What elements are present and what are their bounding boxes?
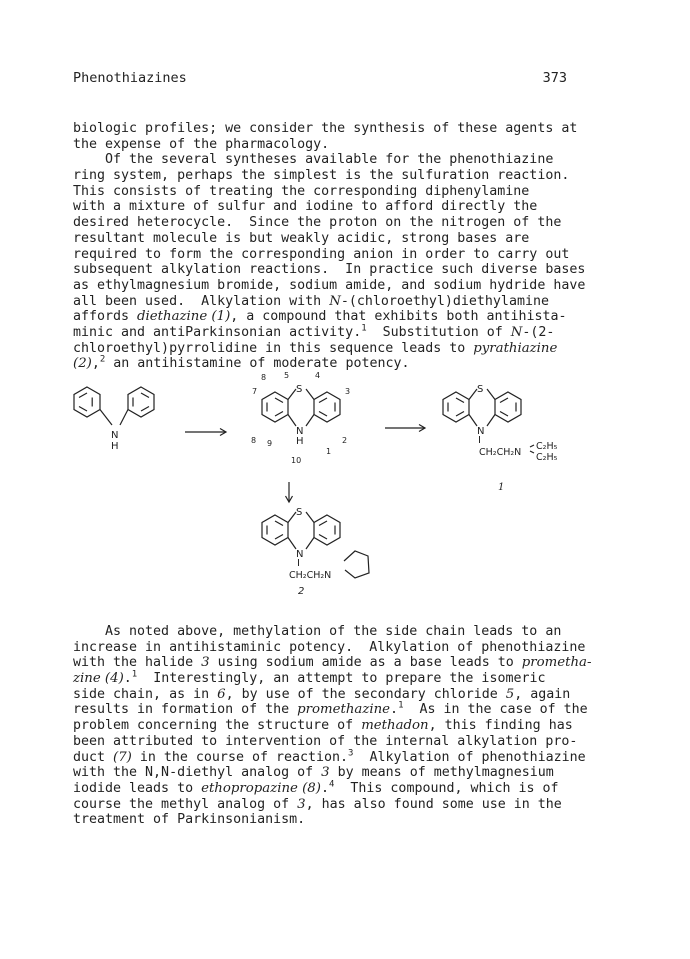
reference-superscript: 3: [348, 748, 354, 759]
italic-text: 6: [217, 686, 226, 702]
ring-number: 9: [267, 439, 273, 448]
text-line: [73, 215, 573, 231]
text-line: [73, 748, 586, 766]
italic-text: pyrathiazine: [473, 340, 558, 356]
text-line: [73, 781, 573, 797]
text-run: Substitution of: [366, 324, 511, 340]
ring-number: 2: [342, 436, 348, 445]
compound-2-bond-mark: I: [297, 558, 300, 569]
reference-superscript: 2: [99, 354, 106, 365]
italic-text: ethopropazine (8): [201, 780, 321, 796]
text-line: [73, 687, 573, 703]
text-run: As in the case of the: [403, 702, 588, 718]
italic-text: methadon: [361, 718, 429, 734]
ring-number: 8: [261, 373, 267, 382]
text-line: [73, 341, 573, 357]
text-run: all been used. Alkylation with: [73, 293, 330, 309]
diphenylamine-n-label: N: [111, 430, 119, 441]
text-line: [73, 718, 573, 734]
diphenylamine-structure: [74, 387, 154, 425]
text-run: , has also found some use in the: [305, 796, 562, 812]
text-run: the expense of the pharmacology.: [73, 136, 330, 152]
italic-text: 5: [505, 686, 515, 702]
ring-number: 8: [251, 436, 257, 445]
text-line: [73, 624, 573, 640]
text-run: desired heterocycle. Since the proton on the nitrogen of the: [73, 215, 562, 231]
ring-number: 4: [315, 371, 321, 380]
text-run: required to form the corresponding anion in order to carry out: [73, 246, 570, 262]
text-line: [73, 152, 573, 168]
text-line: [73, 247, 573, 263]
phenothiazine-h-label: H: [296, 436, 304, 447]
text-run: .: [123, 671, 132, 687]
text-line: [73, 655, 592, 671]
text-line: [73, 309, 573, 325]
text-run: using sodium amide as a base leads to: [209, 655, 522, 671]
text-run: .: [390, 702, 399, 718]
ring-number: 5: [284, 371, 290, 380]
ring-number: 3: [345, 387, 351, 396]
text-run: side chain, as in: [73, 686, 218, 702]
text-run: , a compound that exhibits both antihista-: [230, 309, 567, 325]
running-header-title: Phenothiazines: [73, 70, 187, 86]
text-run: This consists of treating the corresponding diphenylamine: [73, 183, 530, 199]
compound-2-pyrathiazine-structure: [262, 512, 369, 578]
text-run: increase in antihistaminic potency. Alkylation of phenothiazine: [73, 639, 586, 655]
text-line: [73, 671, 573, 687]
phenothiazine-n-label: N: [296, 426, 304, 437]
text-line: [73, 168, 573, 184]
ring-number: 10: [291, 456, 302, 465]
phenothiazine-s-label: S: [296, 384, 303, 395]
text-run: by means of methylmagnesium: [329, 765, 554, 781]
compound-2-s-label: S: [296, 507, 303, 518]
compound-1-label: 1: [498, 482, 505, 493]
compound-1-diethazine-structure: [443, 389, 534, 453]
reference-superscript: 1: [398, 701, 404, 712]
compound-1-side-chain: CH₂CH₂N: [479, 447, 522, 458]
ring-number: 1: [326, 447, 332, 456]
diphenylamine-h-label: H: [111, 441, 119, 452]
text-run: affords: [73, 309, 138, 325]
compound-2-side-chain: CH₂CH₂N: [289, 570, 332, 581]
text-run: biologic profiles; we consider the synthesis of these agents at: [73, 121, 578, 136]
text-run: chloroethyl)pyrrolidine in this sequence leads to: [73, 340, 474, 356]
compound-1-ethyl-upper: C₂H₅: [536, 441, 558, 452]
reaction-scheme: [0, 362, 690, 622]
text-run: an antihistamine of moderate potency.: [105, 356, 410, 372]
text-run: This compound, which is of: [334, 780, 559, 796]
text-run: ring system, perhaps the simplest is the sulfuration reaction.: [73, 168, 570, 184]
text-line: [73, 184, 573, 200]
paragraph-intro: [73, 121, 586, 372]
italic-text: (7): [113, 749, 132, 765]
text-run: -(chloroethyl)diethylamine: [340, 293, 549, 309]
text-line: [73, 701, 588, 718]
reference-superscript: 1: [131, 669, 138, 680]
text-line: [73, 812, 573, 828]
reference-superscript: 1: [361, 323, 367, 334]
text-run: problem concerning the structure of: [73, 718, 362, 734]
text-run: Of the several syntheses available for the phenothiazine: [73, 152, 554, 168]
text-line: [73, 277, 586, 294]
text-run: iodide leads to: [73, 780, 202, 796]
text-run: , by use of the secondary chloride: [225, 686, 506, 702]
text-line: [73, 231, 573, 247]
text-run: minic and antiParkinsonian activity.: [73, 324, 362, 340]
italic-text: N: [329, 293, 341, 309]
text-line: [73, 199, 573, 215]
text-run: As noted above, methylation of the side chain leads to an: [73, 624, 562, 639]
italic-text: N: [510, 324, 523, 340]
text-run: ,: [91, 356, 100, 372]
text-run: Alkylation of phenothiazine: [353, 749, 586, 765]
compound-1-n-label: N: [477, 426, 485, 437]
text-run: in the course of reaction.: [131, 749, 349, 765]
text-line: [73, 639, 586, 656]
text-run: been attributed to intervention of the internal alkylation pro-: [73, 733, 578, 749]
text-run: Interestingly, an attempt to prepare the isomeric: [137, 671, 546, 687]
page-number: 373: [542, 70, 567, 86]
text-run: subsequent alkylation reactions. In practice such diverse bases: [73, 262, 586, 278]
text-run: as ethylmagnesium bromide, sodium amide, and sodium hydride have: [73, 277, 586, 293]
reference-superscript: 4: [328, 779, 335, 790]
italic-text: 3: [321, 765, 330, 781]
text-line: [73, 121, 578, 137]
italic-text: prometha-: [521, 655, 592, 671]
italic-text: diethazine (1): [137, 309, 231, 325]
text-line: [73, 262, 586, 278]
text-run: results in formation of the: [73, 702, 298, 718]
text-run: with a mixture of sulfur and iodine to afford directly the: [73, 199, 538, 215]
text-run: with the N,N-diethyl analog of: [73, 765, 322, 781]
compound-2-n-label: N: [296, 549, 304, 560]
text-line: [73, 294, 573, 310]
compound-1-ethyl-lower: C₂H₅: [536, 452, 558, 463]
text-line: [73, 733, 578, 750]
compound-1-bond-mark: I: [478, 435, 481, 446]
text-run: duct: [73, 749, 114, 765]
compound-1-s-label: S: [477, 384, 484, 395]
compound-2-label: 2: [298, 586, 305, 597]
text-run: , again: [514, 686, 571, 702]
italic-text: zine (4): [73, 671, 124, 687]
text-run: , this finding has: [428, 718, 573, 734]
text-run: treatment of Parkinsonianism.: [73, 812, 306, 828]
italic-text: 3: [201, 655, 210, 671]
text-line: [73, 325, 573, 341]
italic-text: (2): [73, 356, 92, 372]
text-run: course the methyl analog of: [73, 796, 298, 812]
text-line: [73, 797, 573, 813]
italic-text: promethazine: [297, 702, 391, 718]
italic-text: 3: [297, 796, 306, 812]
paragraph-body: [73, 624, 592, 828]
text-line: [73, 137, 573, 153]
text-line: [73, 765, 573, 781]
text-run: resultant molecule is but weakly acidic, strong bases are: [73, 230, 530, 246]
ring-number: 7: [252, 387, 258, 396]
text-run: .: [320, 780, 329, 796]
text-run: with the halide: [73, 655, 202, 671]
text-run: -(2-: [522, 324, 555, 340]
